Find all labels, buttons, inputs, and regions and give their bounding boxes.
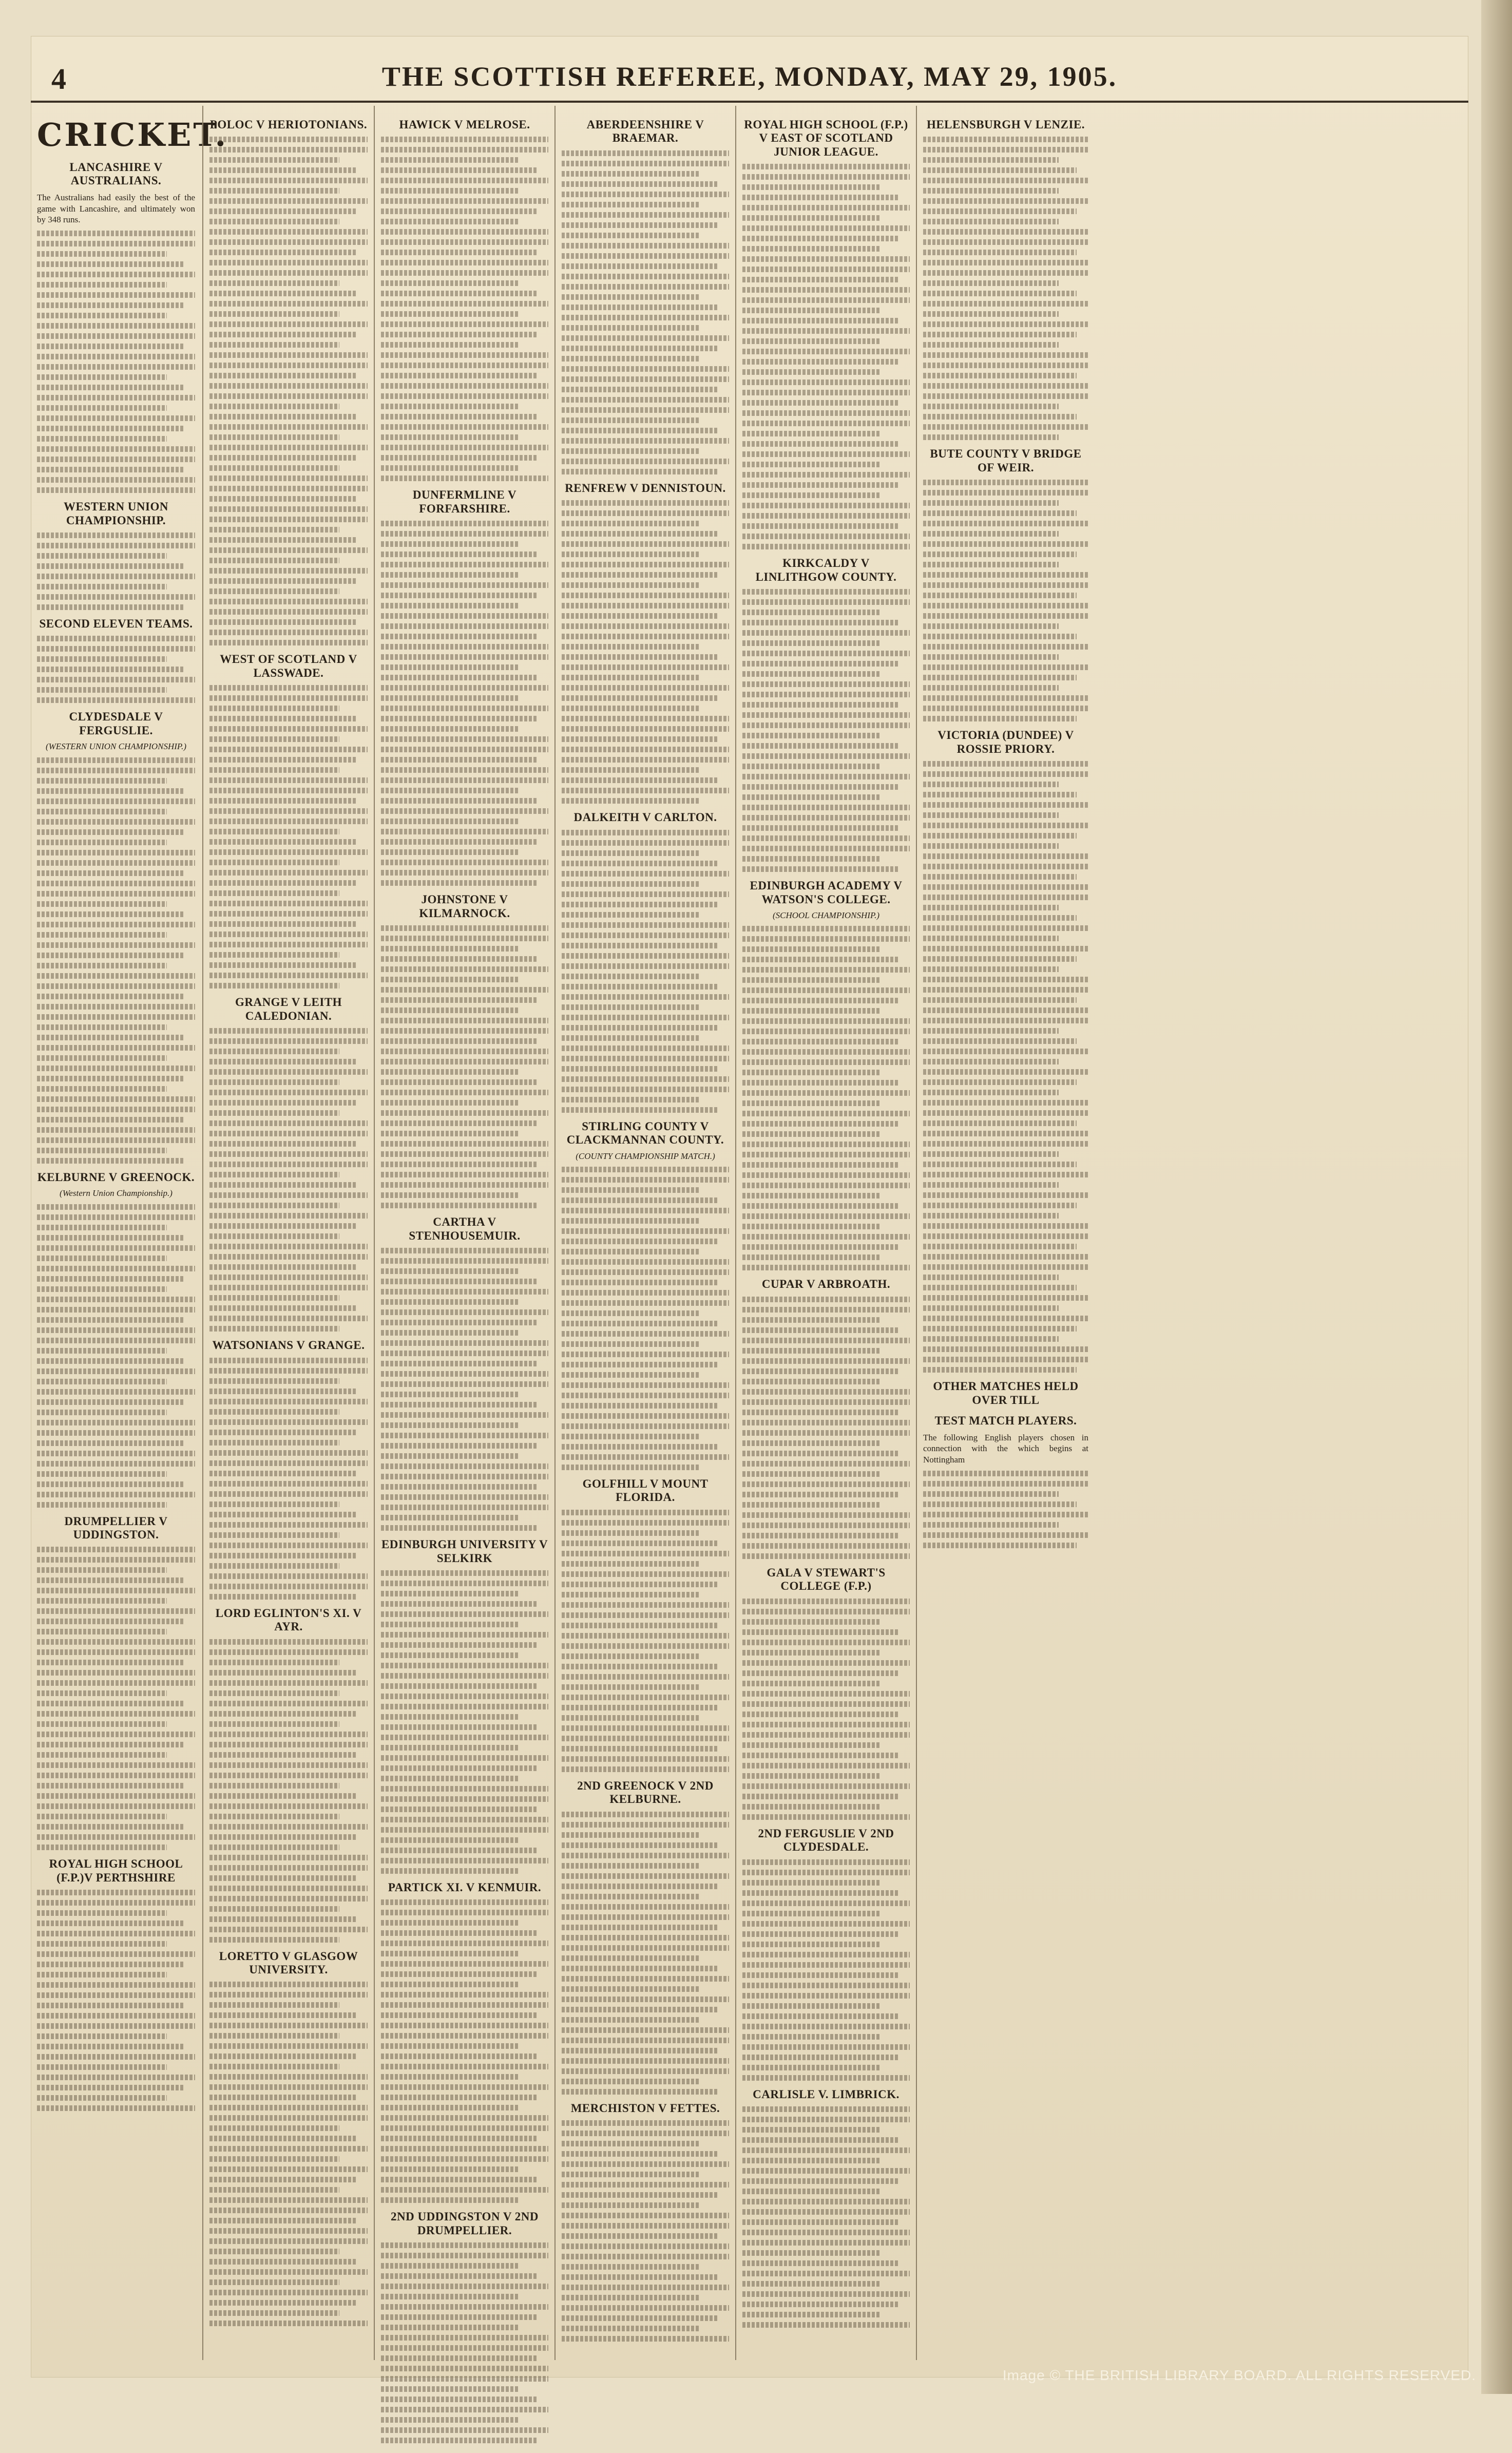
match-heading: KIRKCALDY V LINLITHGOW COUNTY. bbox=[755, 557, 897, 583]
match-heading: ROYAL HIGH SCHOOL (F.P.)V PERTHSHIRE bbox=[49, 1857, 183, 1884]
scorecard-text bbox=[562, 830, 729, 1113]
match-heading: CUPAR V ARBROATH. bbox=[761, 1278, 891, 1291]
scorecard-text bbox=[209, 1639, 368, 1943]
scorecard-text bbox=[562, 1510, 729, 1772]
column-3 bbox=[374, 106, 554, 2360]
header-rule bbox=[31, 101, 1468, 103]
match-heading: 2ND FERGUSLIE V 2ND CLYDESDALE. bbox=[758, 1827, 894, 1854]
scorecard-text bbox=[381, 1570, 548, 1874]
match-report: The Australians had easily the best of the game with Lancashire, and ultimately won by 348 runs. bbox=[37, 192, 195, 225]
match-heading: TEST MATCH PLAYERS. bbox=[934, 1414, 1077, 1428]
scorecard-text bbox=[209, 1982, 368, 2326]
scorecard-text bbox=[742, 2106, 910, 2328]
scorecard-text bbox=[562, 1167, 729, 1470]
match-heading: CARLISLE V. LIMBRICK. bbox=[753, 2087, 899, 2101]
match-heading: DRUMPELLIER V UDDINGSTON. bbox=[64, 1514, 168, 1541]
match-heading: BUTE COUNTY V BRIDGE OF WEIR. bbox=[930, 447, 1082, 474]
scorecard-text bbox=[37, 1204, 195, 1508]
scorecard-text bbox=[209, 1028, 368, 1332]
match-heading: EDINBURGH ACADEMY V WATSON'S COLLEGE. bbox=[750, 879, 903, 906]
match-heading: HELENSBURGH V LENZIE. bbox=[926, 118, 1085, 131]
page-number: 4 bbox=[51, 62, 66, 96]
match-note: (COUNTY CHAMPIONSHIP MATCH.) bbox=[576, 1151, 715, 1161]
match-heading: VICTORIA (DUNDEE) V ROSSIE PRIORY. bbox=[937, 729, 1074, 755]
scorecard-text bbox=[381, 2242, 548, 2443]
match-heading: PARTICK XI. V KENMUIR. bbox=[388, 1880, 542, 1894]
scorecard-text bbox=[923, 480, 1088, 721]
match-heading: RENFREW V DENNISTOUN. bbox=[565, 481, 726, 495]
league-table bbox=[37, 636, 195, 703]
match-heading: STIRLING COUNTY V CLACKMANNAN COUNTY. bbox=[566, 1119, 724, 1147]
article-text-continued bbox=[923, 1471, 1088, 1548]
match-heading: 2ND GREENOCK V 2ND KELBURNE. bbox=[577, 1779, 714, 1806]
scorecard-text bbox=[381, 137, 548, 481]
scorecard-text bbox=[381, 1248, 548, 1531]
match-note: (Western Union Championship.) bbox=[60, 1188, 173, 1199]
match-heading: KELBURNE V GREENOCK. bbox=[37, 1170, 195, 1184]
match-heading: WESTERN UNION CHAMPIONSHIP. bbox=[64, 500, 168, 527]
match-heading: WEST OF SCOTLAND V LASSWADE. bbox=[220, 653, 357, 679]
match-heading: CARTHA V STENHOUSEMUIR. bbox=[409, 1215, 521, 1242]
scorecard-text bbox=[37, 1890, 195, 2111]
column-4 bbox=[554, 106, 735, 2360]
match-heading: GOLFHILL V MOUNT FLORIDA. bbox=[582, 1477, 709, 1504]
match-heading: LORETTO V GLASGOW UNIVERSITY. bbox=[219, 1949, 358, 1976]
match-heading: POLOC V HERIOTONIANS. bbox=[209, 118, 368, 131]
match-heading: GRANGE V LEITH CALEDONIAN. bbox=[235, 996, 342, 1022]
match-heading: ROYAL HIGH SCHOOL (F.P.) V EAST OF SCOTLAND JUNIOR LEAGUE. bbox=[744, 118, 908, 158]
scorecard-text bbox=[742, 164, 910, 549]
scorecard-text bbox=[923, 137, 1088, 440]
section-title: CRICKET. bbox=[37, 116, 228, 154]
scorecard-text bbox=[742, 1859, 910, 2081]
match-heading: DALKEITH V CARLTON. bbox=[573, 811, 717, 824]
scorecard-text bbox=[381, 1899, 548, 2203]
match-heading: OTHER MATCHES HELD OVER TILL bbox=[933, 1380, 1079, 1406]
match-heading: DUNFERMLINE V FORFARSHIRE. bbox=[412, 488, 517, 515]
scorecard-text bbox=[742, 926, 910, 1270]
scorecard-text bbox=[562, 2120, 729, 2342]
scorecard-text bbox=[37, 757, 195, 1164]
masthead: THE SCOTTISH REFEREE, MONDAY, MAY 29, 1905. bbox=[381, 61, 1118, 92]
column-5 bbox=[735, 106, 916, 2360]
match-note: (SCHOOL CHAMPIONSHIP.) bbox=[772, 910, 880, 921]
scorecard-text bbox=[562, 1812, 729, 2095]
match-heading: SECOND ELEVEN TEAMS. bbox=[39, 617, 193, 630]
scorecard-text bbox=[37, 1547, 195, 1850]
article-text: The following English players chosen in connection with the which begins at Nottingham bbox=[923, 1432, 1088, 1465]
match-heading: HAWICK V MELROSE. bbox=[399, 118, 530, 131]
match-heading: CLYDESDALE V FERGUSLIE. bbox=[69, 710, 163, 737]
match-note: (WESTERN UNION CHAMPIONSHIP.) bbox=[45, 741, 187, 752]
match-heading: ABERDEENSHIRE V BRAEMAR. bbox=[586, 118, 704, 145]
scorecard-text bbox=[562, 500, 729, 804]
scorecard-text bbox=[209, 1358, 368, 1600]
match-heading: LANCASHIRE V AUSTRALIANS. bbox=[69, 161, 163, 187]
column-2 bbox=[202, 106, 374, 2360]
scorecard-text bbox=[381, 521, 548, 886]
league-table bbox=[37, 533, 195, 610]
scorecard-text bbox=[562, 150, 729, 474]
column-6 bbox=[916, 106, 1095, 2360]
column-1 bbox=[31, 106, 228, 2360]
scorecard-text bbox=[381, 925, 548, 1208]
scorecard-text bbox=[209, 137, 368, 645]
match-heading: 2ND UDDINGSTON V 2ND DRUMPELLIER. bbox=[391, 2210, 539, 2237]
copyright-watermark: Image © THE BRITISH LIBRARY BOARD. ALL RIGHTS RESERVED. bbox=[1002, 2367, 1476, 2383]
match-heading: MERCHISTON V FETTES. bbox=[570, 2101, 720, 2115]
scorecard-text bbox=[742, 1297, 910, 1559]
match-heading: JOHNSTONE V KILMARNOCK. bbox=[419, 893, 510, 920]
match-heading: GALA V STEWART'S COLLEGE (F.P.) bbox=[767, 1566, 886, 1593]
page-binding-edge bbox=[1481, 0, 1512, 2394]
match-heading: EDINBURGH UNIVERSITY V SELKIRK bbox=[381, 1538, 548, 1565]
page-header bbox=[31, 51, 1468, 98]
match-heading: LORD EGLINTON'S XI. V AYR. bbox=[215, 1606, 362, 1633]
scorecard-text bbox=[209, 685, 368, 988]
scorecard-text bbox=[742, 589, 910, 872]
columns bbox=[31, 106, 1468, 2360]
scorecard-text bbox=[742, 1599, 910, 1820]
match-heading: WATSONIANS V GRANGE. bbox=[212, 1339, 365, 1352]
scorecard-text bbox=[37, 231, 195, 493]
scorecard-text bbox=[923, 761, 1088, 1373]
